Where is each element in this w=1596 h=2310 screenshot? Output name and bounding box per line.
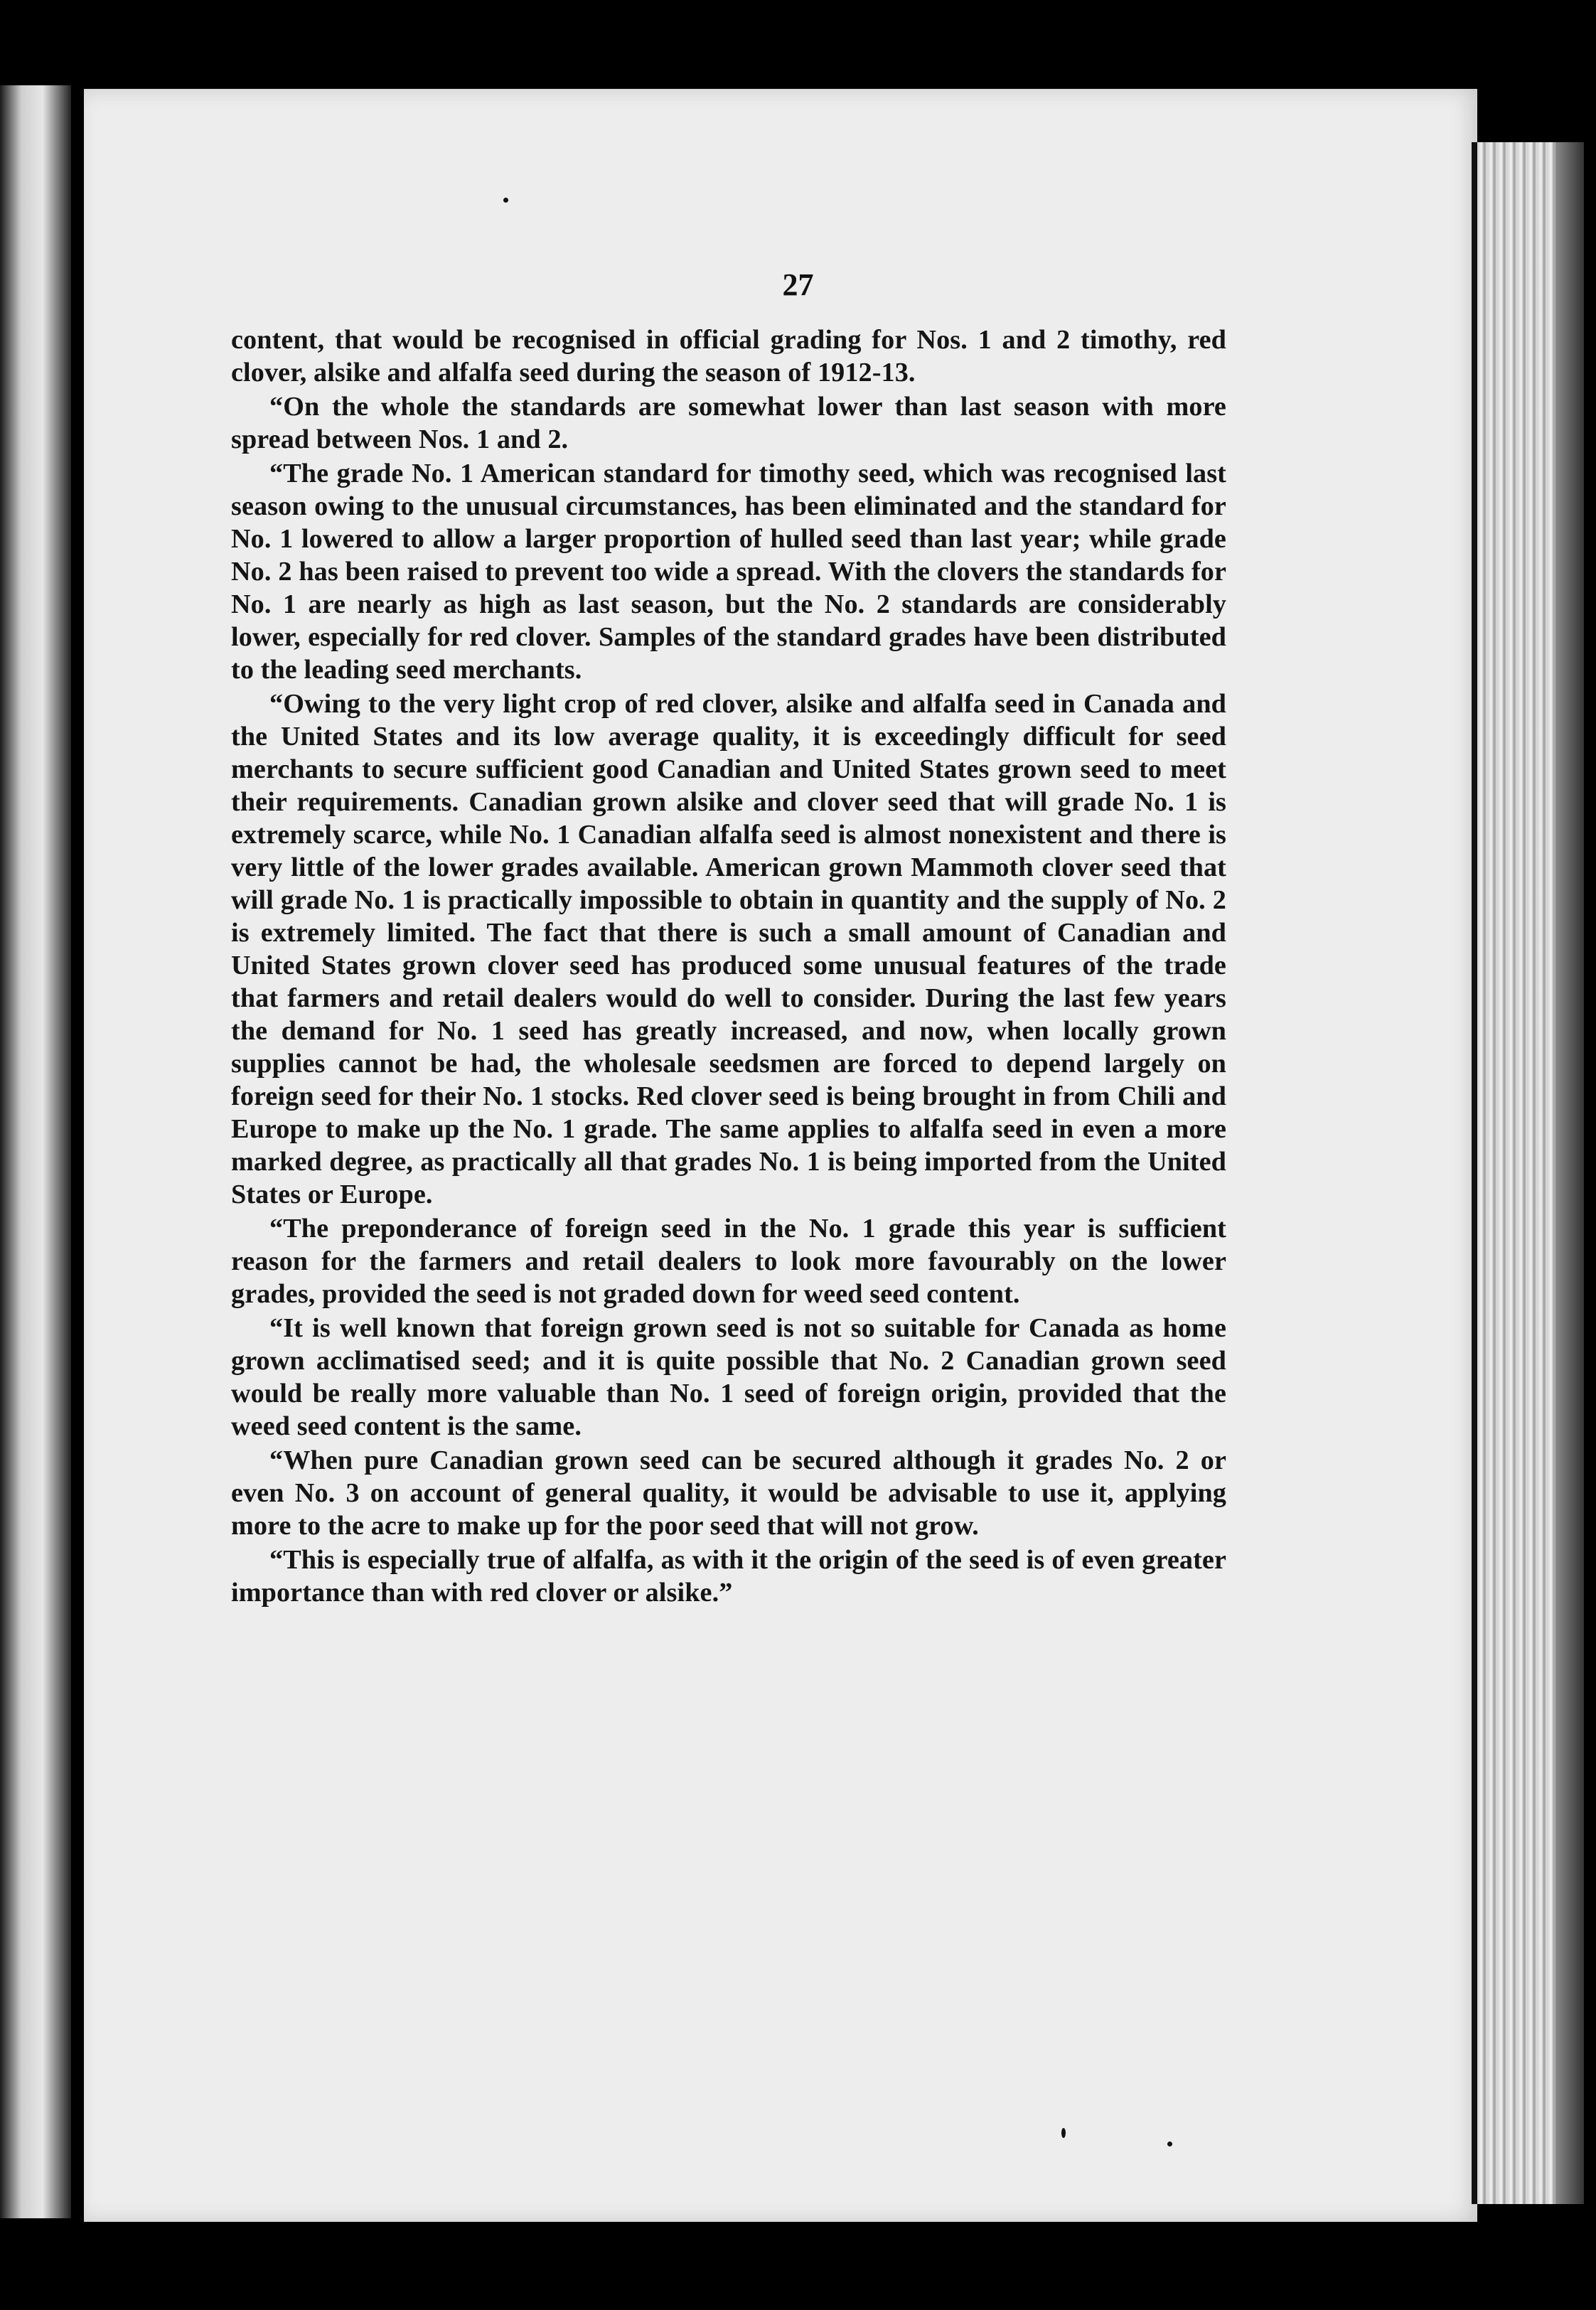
paragraph: “On the whole the standards are somewhat lower than last season with more spread between Nos. 1 and 2. [231,392,1226,454]
page-number: 27 [782,267,814,302]
dust-speck [1061,2128,1066,2138]
paragraph: content, that would be recognised in official grading for Nos. 1 and 2 timothy, red clover, alsike and alfalfa seed during the season of 1912-13. [231,325,1226,387]
paragraph: “This is especially true of alfalfa, as with it the origin of the seed is of even greater importance than with red clover or alsike.” [231,1545,1226,1608]
paragraph: “It is well known that foreign grown seed is not so suitable for Canada as home grown acclimatised seed; and it is quite possible that No. 2 Canadian grown seed would be really more valuable than No. 1 seed of foreign origin, provided that the weed seed content is the same. [231,1313,1226,1441]
paragraph: “When pure Canadian grown seed can be secured although it grades No. 2 or even No. 3 on account of general quality, it would be advisable to use it, applying more to the acre to make up for the poor seed that will not grow. [231,1445,1226,1541]
dust-speck [1167,2141,1172,2146]
previous-page-edge [0,85,71,2218]
body-text [231,323,1226,1610]
dust-speck [503,198,508,203]
paragraph: “The grade No. 1 American standard for timothy seed, which was recognised last season owing to the unusual circumstances, has been eliminated and the standard for No. 1 lowered to allow a larger proportion of hulled seed than last year; while grade No. 2 has been raised to prevent too wide a spread. With the clovers the standards for No. 1 are nearly as high as last season, but the No. 2 standards are considerably lower, especially for red clover. Samples of the standard grades have been distributed to the leading seed merchants. [231,459,1226,685]
paragraph: “The preponderance of foreign seed in the No. 1 grade this year is sufficient reason for the farmers and retail dealers to look more favourably on the lower grades, provided the seed is not graded down for weed seed content. [231,1214,1226,1309]
paragraph: “Owing to the very light crop of red clover, alsike and alfalfa seed in Canada and the United States and its low average quality, it is exceedingly difficult for seed merchants to secure sufficient good Canadian and United States grown seed to meet their requirements. Canadian grown alsike and clover seed that will grade No. 1 is extremely scarce, while No. 1 Canadian alfalfa seed is almost nonexistent and there is very little of the lower grades available. American grown Mammoth clover seed that will grade No. 1 is practically impossible to obtain in quantity and the supply of No. 2 is extremely limited. The fact that there is such a small amount of Canadian and United States grown clover seed has produced some unusual features of the trade that farmers and retail dealers would do well to consider. During the last few years the demand for No. 1 seed has greatly increased, and now, when locally grown supplies cannot be had, the wholesale seedsmen are forced to depend largely on foreign seed for their No. 1 stocks. Red clover seed is being brought in from Chili and Europe to make up the No. 1 grade. The same applies to alfalfa seed in even a more marked degree, as practically all that grades No. 1 is being imported from the United States or Europe. [231,689,1226,1209]
page-stack-edge [1472,142,1584,2204]
